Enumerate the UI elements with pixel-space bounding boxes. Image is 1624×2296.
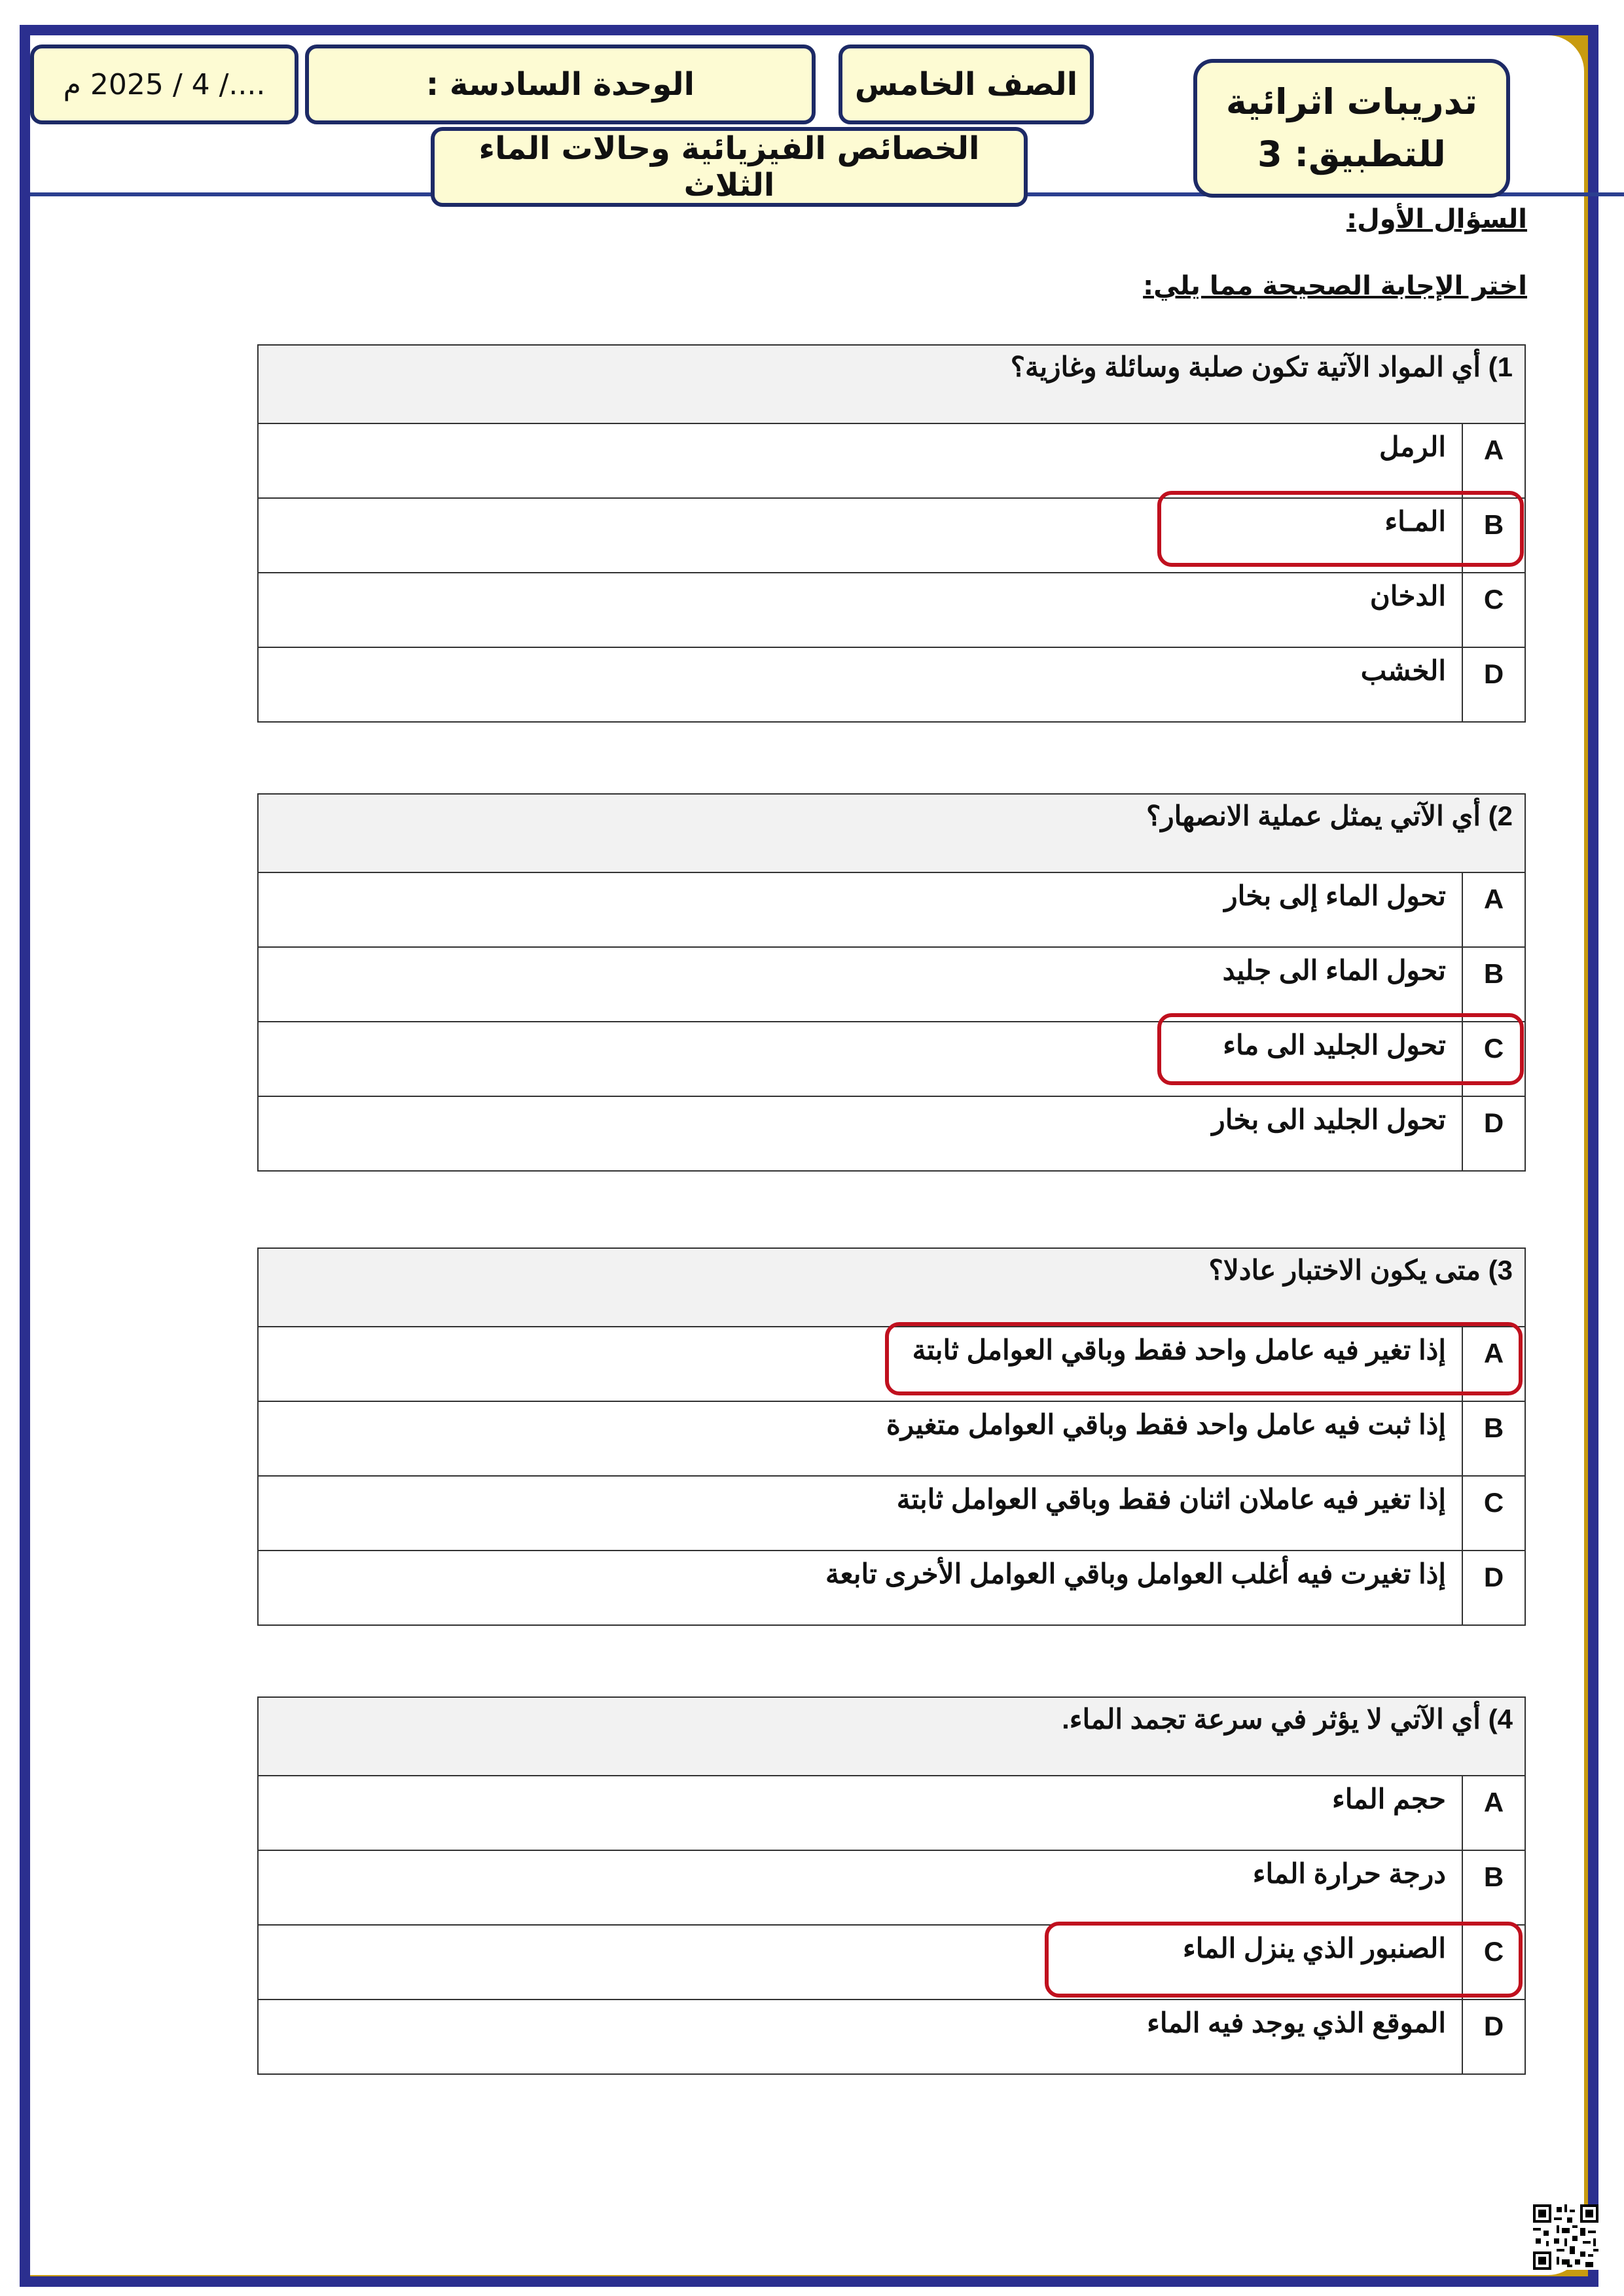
question-text: 4) أي الآتي لا يؤثر في سرعة تجمد الماء. xyxy=(258,1697,1525,1776)
worksheet-title: تدريبات اثرائية xyxy=(1225,81,1478,122)
lesson-title-box xyxy=(431,127,1028,207)
option-row[interactable] xyxy=(258,1476,1525,1551)
option-letter: B xyxy=(1462,1401,1525,1476)
option-text: إذا ثبت فيه عامل واحد فقط وباقي العوامل متغيرة xyxy=(258,1401,1462,1476)
option-row[interactable] xyxy=(258,573,1525,647)
worksheet-subtitle: للتطبيق: 3 xyxy=(1257,134,1446,175)
date-box xyxy=(30,45,298,124)
option-letter: B xyxy=(1462,1850,1525,1925)
option-letter: D xyxy=(1462,2000,1525,2074)
section-heading: السؤال الأول: xyxy=(1346,204,1527,234)
option-row[interactable] xyxy=(258,2000,1525,2074)
option-text: تحول الماء إلى بخار xyxy=(258,872,1462,947)
option-letter: C xyxy=(1462,1925,1525,2000)
option-text: الخشب xyxy=(258,647,1462,722)
question-table-4 xyxy=(257,1696,1526,2075)
option-letter: A xyxy=(1462,423,1525,498)
option-row[interactable] xyxy=(258,1850,1525,1925)
option-text: تحول الماء الى جليد xyxy=(258,947,1462,1022)
option-row[interactable] xyxy=(258,647,1525,722)
lesson-title: الخصائص الفيزيائية وحالات الماء الثلاث xyxy=(478,130,980,204)
option-text: الصنبور الذي ينزل الماء xyxy=(258,1925,1462,2000)
qr-code-icon xyxy=(1533,2204,1598,2270)
option-text: الرمل xyxy=(258,423,1462,498)
option-row[interactable] xyxy=(258,1096,1525,1171)
option-letter: C xyxy=(1462,573,1525,647)
grade-label: الصف الخامس xyxy=(854,66,1078,103)
unit-box xyxy=(305,45,816,124)
option-letter: A xyxy=(1462,872,1525,947)
option-text: المـاء xyxy=(258,498,1462,573)
option-letter: D xyxy=(1462,1096,1525,1171)
option-row[interactable] xyxy=(258,947,1525,1022)
option-text: إذا تغيرت فيه أغلب العوامل وباقي العوامل الأخرى تابعة xyxy=(258,1551,1462,1625)
section-instruction: اختر الإجابة الصحيحة مما يلي: xyxy=(1143,271,1527,301)
option-letter: A xyxy=(1462,1776,1525,1850)
option-text: الموقع الذي يوجد فيه الماء xyxy=(258,2000,1462,2074)
question-table-3 xyxy=(257,1247,1526,1626)
question-table-2 xyxy=(257,793,1526,1172)
option-row[interactable] xyxy=(258,872,1525,947)
option-letter: D xyxy=(1462,1551,1525,1625)
answer-mark-q1 xyxy=(1157,491,1524,567)
grade-box xyxy=(839,45,1094,124)
question-text: 3) متى يكون الاختبار عادلا؟ xyxy=(258,1248,1525,1327)
option-letter: C xyxy=(1462,1476,1525,1551)
option-text: درجة حرارة الماء xyxy=(258,1850,1462,1925)
option-row[interactable] xyxy=(258,1551,1525,1625)
question-text: 1) أي المواد الآتية تكون صلبة وسائلة وغازية؟ xyxy=(258,345,1525,423)
option-row[interactable] xyxy=(258,423,1525,498)
date-label: ..../ 4 / 2025 م xyxy=(63,67,266,101)
answer-mark-q3 xyxy=(885,1322,1523,1395)
unit-label: الوحدة السادسة : xyxy=(425,66,695,103)
option-letter: B xyxy=(1462,947,1525,1022)
option-text: إذا تغير فيه عاملان اثنان فقط وباقي العوامل ثابتة xyxy=(258,1476,1462,1551)
option-text: إذا تغير فيه عامل واحد فقط وباقي العوامل ثابتة xyxy=(258,1327,1462,1401)
option-letter: A xyxy=(1462,1327,1525,1401)
option-row[interactable] xyxy=(258,1776,1525,1850)
option-letter: D xyxy=(1462,647,1525,722)
answer-mark-q4 xyxy=(1045,1922,1523,1998)
question-text: 2) أي الآتي يمثل عملية الانصهار؟ xyxy=(258,794,1525,872)
option-letter: C xyxy=(1462,1022,1525,1096)
answer-mark-q2 xyxy=(1157,1013,1524,1085)
option-text: تحول الجليد الى بخار xyxy=(258,1096,1462,1171)
worksheet-title-box xyxy=(1193,59,1510,198)
option-row[interactable] xyxy=(258,1401,1525,1476)
option-text: تحول الجليد الى ماء xyxy=(258,1022,1462,1096)
option-letter: B xyxy=(1462,498,1525,573)
option-text: حجم الماء xyxy=(258,1776,1462,1850)
option-text: الدخان xyxy=(258,573,1462,647)
